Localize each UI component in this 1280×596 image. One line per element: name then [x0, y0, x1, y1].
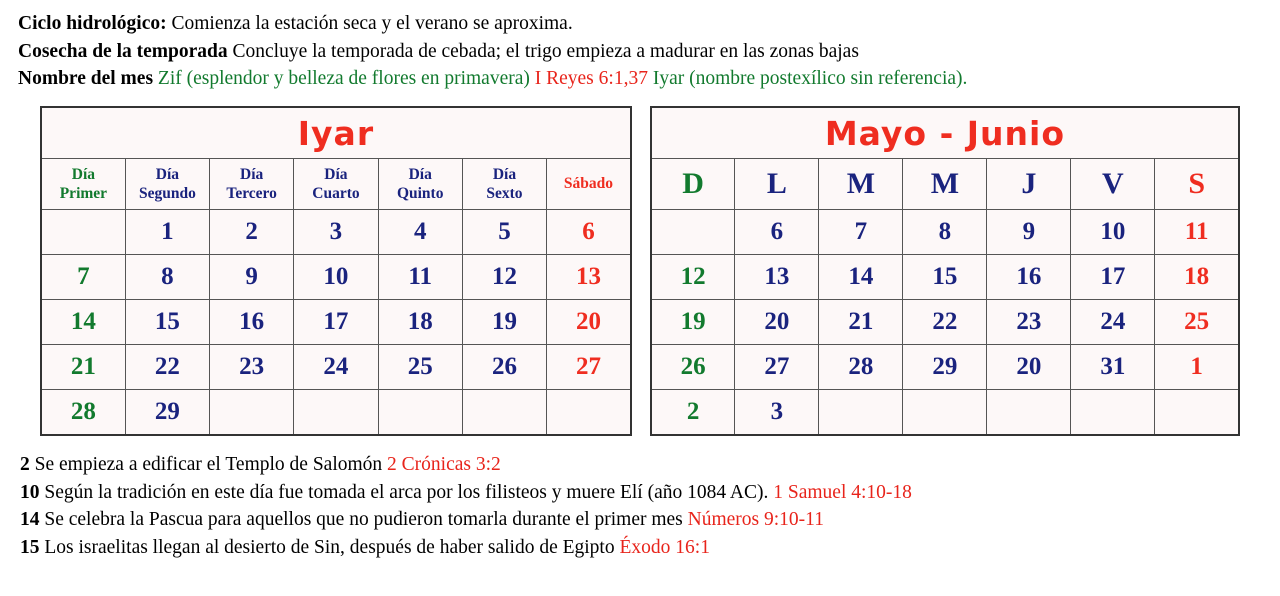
gregorian-date-cell — [1071, 390, 1155, 436]
gregorian-date-cell: 24 — [1071, 300, 1155, 345]
footnote-text: Según la tradición en este día fue tomada el arca por los filisteos y muere Elí (año 1084 AC). — [44, 481, 769, 503]
gregorian-date-cell: 6 — [735, 210, 819, 255]
header-line-month-name — [18, 65, 1266, 93]
hebrew-week-row — [41, 210, 631, 255]
hebrew-date-cell: 10 — [294, 255, 378, 300]
gregorian-date-cell: 16 — [987, 255, 1071, 300]
footnote-reference: 2 Crónicas 3:2 — [387, 454, 501, 476]
gregorian-date-cell: 19 — [651, 300, 735, 345]
gregorian-calendar — [650, 106, 1240, 436]
hebrew-date-cell — [210, 390, 294, 436]
hebrew-date-cell: 25 — [378, 345, 462, 390]
hebrew-week-row — [41, 345, 631, 390]
hebrew-week-row — [41, 390, 631, 436]
gregorian-date-cell: 12 — [651, 255, 735, 300]
gregorian-week-row — [651, 300, 1239, 345]
gregorian-day-header-s: S — [1155, 159, 1239, 210]
hebrew-day-header-6-line1: Día — [492, 165, 517, 183]
hebrew-day-header-2 — [125, 159, 209, 210]
hebrew-date-cell: 27 — [547, 345, 631, 390]
hebrew-date-cell: 5 — [462, 210, 546, 255]
gregorian-date-cell — [1155, 390, 1239, 436]
hebrew-day-header-5-line2: Quinto — [396, 185, 444, 203]
gregorian-day-header-j: J — [987, 159, 1071, 210]
hebrew-date-cell: 15 — [125, 300, 209, 345]
header-line-hydrological-sep: : — [160, 13, 172, 34]
hebrew-day-header-4-line1: Día — [324, 165, 348, 183]
hebrew-week-row — [41, 255, 631, 300]
hebrew-day-header-3-line1: Día — [240, 165, 264, 183]
hebrew-date-cell: 3 — [294, 210, 378, 255]
hebrew-date-cell: 28 — [41, 390, 125, 436]
footnote-reference: Números 9:10-11 — [687, 509, 824, 531]
hebrew-date-cell: 26 — [462, 345, 546, 390]
gregorian-day-header-v: V — [1071, 159, 1155, 210]
footnote-reference: Éxodo 16:1 — [619, 537, 710, 559]
hebrew-day-header-4-line2: Cuarto — [312, 185, 360, 203]
month-name-meaning: Zif (esplendor y belleza de flores en primavera) — [157, 68, 530, 90]
hebrew-date-cell: 9 — [210, 255, 294, 300]
gregorian-date-cell: 25 — [1155, 300, 1239, 345]
hebrew-day-header-1 — [41, 159, 125, 210]
hebrew-day-header-6 — [462, 159, 546, 210]
footnote-item — [20, 506, 1266, 534]
gregorian-week-row — [651, 345, 1239, 390]
gregorian-date-cell — [903, 390, 987, 436]
gregorian-date-cell: 14 — [819, 255, 903, 300]
gregorian-date-cell: 17 — [1071, 255, 1155, 300]
gregorian-date-cell: 9 — [987, 210, 1071, 255]
gregorian-date-cell: 10 — [1071, 210, 1155, 255]
gregorian-date-cell: 31 — [1071, 345, 1155, 390]
hebrew-date-cell: 20 — [547, 300, 631, 345]
footnote-reference: 1 Samuel 4:10-18 — [773, 481, 912, 503]
hebrew-day-header-2-line1: Día — [155, 165, 180, 183]
gregorian-date-cell: 28 — [819, 345, 903, 390]
gregorian-date-cell: 21 — [819, 300, 903, 345]
hebrew-date-cell — [41, 210, 125, 255]
footnote-text: Se empieza a edificar el Templo de Salomón — [34, 454, 383, 476]
hebrew-day-header-4 — [294, 159, 378, 210]
header-line-harvest-label: Cosecha de la temporada — [18, 40, 228, 62]
gregorian-date-cell: 20 — [987, 345, 1071, 390]
footnote-day: 10 — [20, 481, 40, 503]
hebrew-day-header-3 — [210, 159, 294, 210]
header-line-harvest-text: Concluye la temporada de cebada; el trigo empieza a madurar en las zonas bajas — [232, 40, 859, 62]
hebrew-date-cell: 13 — [547, 255, 631, 300]
footnote-text: Los israelitas llegan al desierto de Sin, después de haber salido de Egipto — [44, 537, 615, 559]
hebrew-date-cell: 12 — [462, 255, 546, 300]
hebrew-date-cell: 2 — [210, 210, 294, 255]
hebrew-date-cell: 1 — [125, 210, 209, 255]
hebrew-date-cell — [462, 390, 546, 436]
hebrew-day-header-6-line2: Sexto — [486, 185, 523, 203]
gregorian-date-cell: 1 — [1155, 345, 1239, 390]
hebrew-date-cell: 21 — [41, 345, 125, 390]
footnote-day: 2 — [20, 454, 30, 476]
header-line-hydrological-text: Comienza la estación seca y el verano se aproxima. — [171, 13, 573, 34]
hebrew-date-cell: 18 — [378, 300, 462, 345]
gregorian-date-cell: 29 — [903, 345, 987, 390]
header-line-harvest — [18, 38, 1266, 66]
header-notes — [18, 10, 1266, 93]
hebrew-date-cell: 23 — [210, 345, 294, 390]
hebrew-day-header-1-line1: Día — [71, 165, 95, 183]
gregorian-date-cell: 23 — [987, 300, 1071, 345]
header-line-hydrological-label: Ciclo hidrológico — [18, 13, 161, 34]
hebrew-date-cell: 7 — [41, 255, 125, 300]
hebrew-date-cell: 19 — [462, 300, 546, 345]
hebrew-day-header-2-line2: Segundo — [138, 185, 196, 203]
footnotes — [20, 451, 1266, 562]
calendars-container — [40, 106, 1266, 436]
gregorian-day-header-d: D — [651, 159, 735, 210]
gregorian-week-row — [651, 210, 1239, 255]
gregorian-day-header-m1: M — [819, 159, 903, 210]
hebrew-date-cell — [378, 390, 462, 436]
gregorian-week-row — [651, 255, 1239, 300]
month-name-postexilic: Iyar (nombre postexílico sin referencia). — [652, 68, 968, 90]
gregorian-date-cell: 11 — [1155, 210, 1239, 255]
gregorian-date-cell: 27 — [735, 345, 819, 390]
hebrew-day-header-7-line1: Sábado — [563, 175, 614, 193]
gregorian-date-cell: 22 — [903, 300, 987, 345]
hebrew-day-header-7 — [547, 159, 631, 210]
gregorian-date-cell: 8 — [903, 210, 987, 255]
month-name-label: Nombre del mes — [18, 68, 154, 90]
hebrew-day-header-3-line2: Tercero — [226, 185, 277, 203]
gregorian-calendar-title: Mayo - Junio — [651, 107, 1239, 159]
hebrew-calendar-title: Iyar — [41, 107, 631, 159]
hebrew-date-cell — [547, 390, 631, 436]
gregorian-calendar-header-row — [651, 159, 1239, 210]
hebrew-date-cell: 22 — [125, 345, 209, 390]
hebrew-date-cell — [294, 390, 378, 436]
gregorian-date-cell: 3 — [735, 390, 819, 436]
hebrew-date-cell: 14 — [41, 300, 125, 345]
gregorian-day-header-l: L — [735, 159, 819, 210]
hebrew-day-header-5-line1: Día — [408, 165, 432, 183]
hebrew-calendar — [40, 106, 632, 436]
hebrew-date-cell: 29 — [125, 390, 209, 436]
gregorian-week-row — [651, 390, 1239, 436]
hebrew-date-cell: 24 — [294, 345, 378, 390]
footnote-text: Se celebra la Pascua para aquellos que no pudieron tomarla durante el primer mes — [44, 509, 683, 531]
hebrew-date-cell: 17 — [294, 300, 378, 345]
gregorian-date-cell: 18 — [1155, 255, 1239, 300]
hebrew-week-row — [41, 300, 631, 345]
month-name-reference: I Reyes 6:1,37 — [534, 68, 648, 90]
gregorian-date-cell: 7 — [819, 210, 903, 255]
gregorian-date-cell — [987, 390, 1071, 436]
hebrew-date-cell: 4 — [378, 210, 462, 255]
gregorian-date-cell: 15 — [903, 255, 987, 300]
gregorian-day-header-m2: M — [903, 159, 987, 210]
gregorian-date-cell: 26 — [651, 345, 735, 390]
footnote-day: 15 — [20, 537, 40, 559]
hebrew-calendar-header-row — [41, 159, 631, 210]
footnote-item — [20, 534, 1266, 562]
hebrew-date-cell: 6 — [547, 210, 631, 255]
gregorian-date-cell — [819, 390, 903, 436]
footnote-item — [20, 451, 1266, 479]
header-line-hydrological — [18, 10, 1266, 38]
gregorian-date-cell: 2 — [651, 390, 735, 436]
gregorian-date-cell — [651, 210, 735, 255]
footnote-item — [20, 479, 1266, 507]
gregorian-date-cell: 20 — [735, 300, 819, 345]
footnote-day: 14 — [20, 509, 40, 531]
gregorian-date-cell: 13 — [735, 255, 819, 300]
hebrew-date-cell: 16 — [210, 300, 294, 345]
hebrew-date-cell: 8 — [125, 255, 209, 300]
hebrew-day-header-1-line2: Primer — [59, 185, 108, 203]
hebrew-date-cell: 11 — [378, 255, 462, 300]
hebrew-day-header-5 — [378, 159, 462, 210]
